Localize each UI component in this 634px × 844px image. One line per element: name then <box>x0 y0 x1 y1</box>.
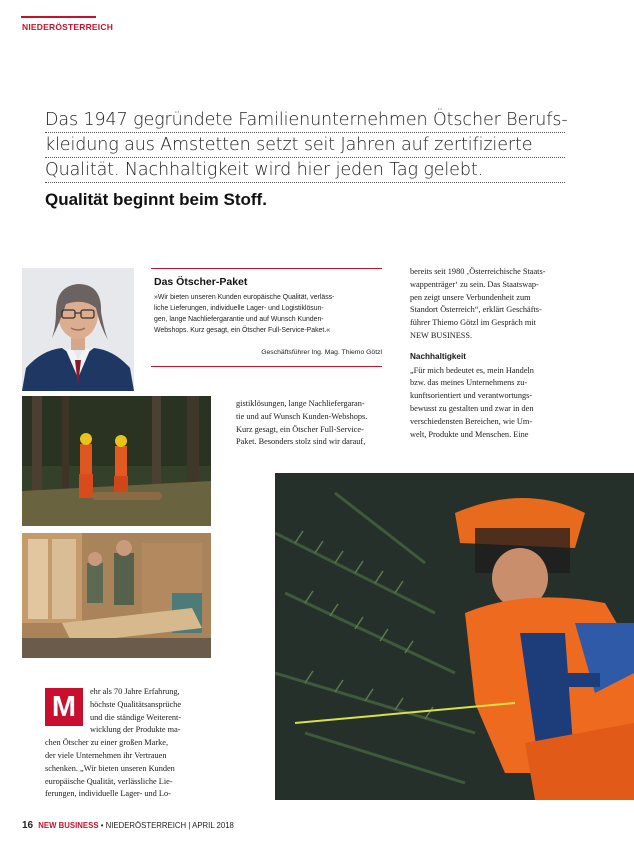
workshop-photo <box>22 533 211 658</box>
quote-line: gen, lange Nachliefergarantie und auf Wunsch Kunden- <box>154 315 324 323</box>
text-line: pen zeigt unsere Verbundenheit zum <box>410 292 531 302</box>
footer-section: NIEDERÖSTERREICH <box>105 821 187 830</box>
drop-cap: M <box>45 688 83 726</box>
text-line: der viele Unternehmen ihr Vertrauen <box>45 750 167 760</box>
magazine-name: NEW BUSINESS <box>38 821 99 830</box>
quote-line: »Wir bieten unseren Kunden europäische Qualität, verläss- <box>154 294 335 301</box>
text-line: Standort Österreich“, erklärt Geschäfts- <box>410 305 542 315</box>
text-line: bereits seit 1980 ‚Österreichische Staats- <box>410 267 546 276</box>
text-line: bewusst zu gestalten und zwar in den <box>410 403 534 413</box>
portrait-photo <box>22 268 134 391</box>
footer-separator: • <box>100 821 104 830</box>
lead-line: kleidung aus Amstetten setzt seit Jahren auf zertifizierte <box>45 133 565 158</box>
article-headline: Qualität beginnt beim Stoff. <box>45 190 267 209</box>
lead-line: Das 1947 gegründete Familienunternehmen Ötscher Berufs- <box>45 108 565 133</box>
text-line: wappenträger‘ zu sein. Das Staatswap- <box>410 279 539 289</box>
page-number: 16 <box>22 820 34 831</box>
info-box-top-rule <box>151 268 382 269</box>
section-tag <box>21 16 114 36</box>
page-footer <box>22 820 234 831</box>
info-box-signature: Geschäftsführer Ing. Mag. Thiemo Götzl <box>261 349 382 356</box>
quote-line: liche Lieferungen, individuelle Lager- und Logistiklösun- <box>154 304 324 312</box>
text-line: gistiklösungen, lange Nachliefergaran- <box>236 399 365 408</box>
text-column-left <box>45 686 212 801</box>
text-line: höchste Qualitätsansprüche <box>90 699 182 709</box>
lead-line: Qualität. Nachhaltigkeit wird hier jeden Tag gelebt. <box>45 158 565 183</box>
text-line: ferungen, individuelle Lager- und Lo- <box>45 789 171 799</box>
text-line: verschiedensten Bereichen, wie Um- <box>410 416 533 426</box>
text-line: tie und auf Wunsch Kunden-Webshops. <box>236 411 368 421</box>
info-box-title: Das Ötscher-Paket <box>154 276 248 288</box>
text-line: und die ständige Weiterent- <box>90 712 182 722</box>
info-box-quote <box>154 293 382 337</box>
section-tag-label: NIEDERÖSTERREICH <box>22 22 114 32</box>
text-line: NEW BUSINESS. <box>410 330 473 340</box>
quote-line: Webshops. Kurz gesagt, ein Ötscher Full-Service-Paket.« <box>154 326 331 334</box>
footer-issue: APRIL 2018 <box>192 821 234 830</box>
text-line: „Für mich bedeutet es, mein Handeln <box>410 365 534 375</box>
text-line: schenken. „Wir bieten unseren Kunden <box>45 763 175 773</box>
text-line: führer Thiemo Götzl im Gespräch mit <box>410 318 536 328</box>
text-column-middle <box>236 398 406 449</box>
forest-workers-photo <box>22 396 211 526</box>
text-line: Kurz gesagt, ein Ötscher Full-Service- <box>236 424 364 434</box>
text-line: ehr als 70 Jahre Erfahrung, <box>90 687 180 696</box>
text-line: welt, Produkte und Menschen. Eine <box>410 429 529 439</box>
lead-paragraph <box>45 108 568 183</box>
text-line: chen Ötscher zu einer großen Marke, <box>45 738 169 748</box>
text-line: europäische Qualität, verlässliche Lie- <box>45 776 173 786</box>
text-line: bzw. das meines Unternehmens zu- <box>410 378 528 388</box>
footer-divider: | <box>188 821 191 830</box>
text-column-right <box>410 266 594 441</box>
info-box-bottom-rule <box>151 366 382 367</box>
text-line: kunftsorientiert und verantwortungs- <box>410 391 533 401</box>
text-line: wicklung der Produkte ma- <box>90 725 181 735</box>
subheading-nachhaltigkeit: Nachhaltigkeit <box>410 351 466 361</box>
text-line: Paket. Besonders stolz sind wir darauf, <box>236 437 366 447</box>
chainsaw-worker-photo <box>275 473 634 800</box>
